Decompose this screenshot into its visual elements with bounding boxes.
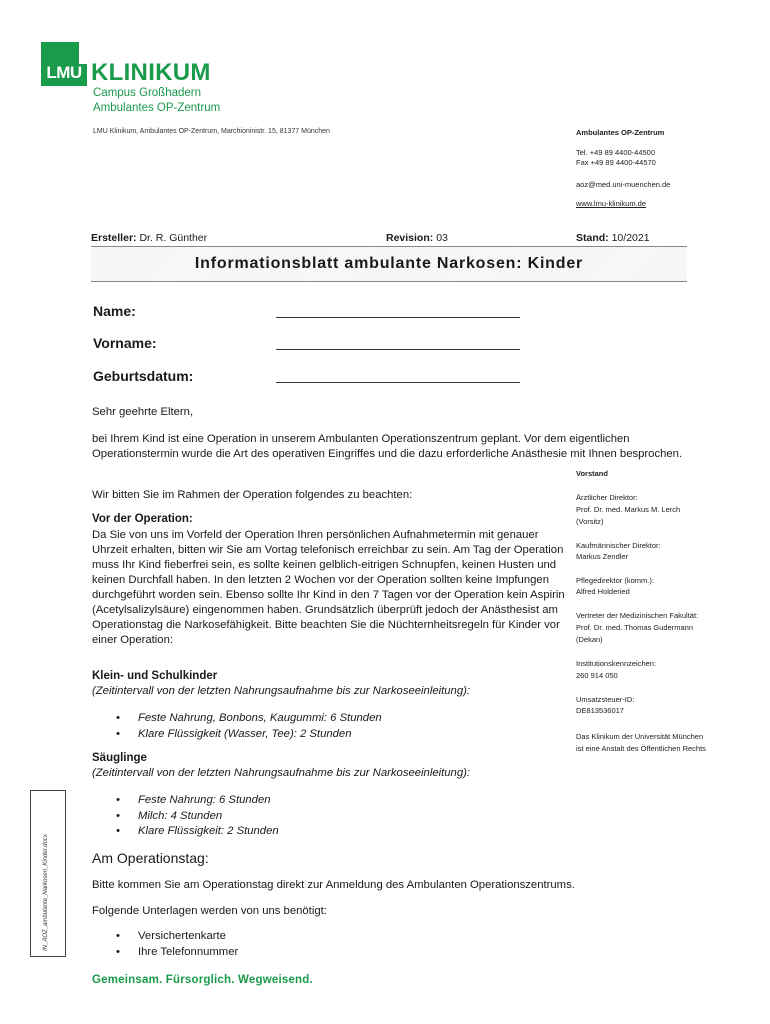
documents-text: Folgende Unterlagen werden von uns benötigt: bbox=[92, 905, 327, 917]
filename-tab bbox=[30, 790, 66, 957]
before-op-text: Da Sie von uns im Vorfeld der Operation Ihren persönlichen Aufnahmetermin mit genauer Uhrzeit erhalten, bitten wir Sie am Vortag telefonisch erreichbar zu sein. Am Tag der Operation muss Ihr Kind fieberfrei sein, es sollte keinen gelblich-eitrigen Schnupfen, keinen Husten und keinen Durchfall haben. In den letzten 2 Wochen vor der Operation sollten keine Impfungen durchgeführt worden sein. Ebenso sollte Ihr Kind in den 7 Tagen vor der Operation kein Aspirin (Acetylsalizylsäure) eingenommen haben. Grundsätzlich überprüft jedoch der Anästhesist am Operationstag die Narkosefähigkeit. Bitte beachten Sie die Nüchternheitsregeln für Kinder vor einer Operation: bbox=[92, 529, 565, 646]
revision-label: Revision: bbox=[386, 232, 434, 244]
contact-fax: Fax +49 89 4400-44570 bbox=[576, 158, 656, 167]
faculty-representative: Prof. Dr. med. Thomas Gudermann bbox=[576, 623, 693, 632]
date-value: 10/2021 bbox=[611, 232, 650, 244]
author-value: Dr. R. Günther bbox=[139, 232, 208, 244]
kids-heading: Klein- und Schulkinder bbox=[92, 670, 218, 682]
ik-label: Institutionskennzeichen: bbox=[576, 659, 657, 668]
nursing-director: Alfred Holderied bbox=[576, 587, 630, 596]
infants-list bbox=[116, 793, 279, 840]
contact-tel: Tel. +49 89 4400-44500 bbox=[576, 148, 656, 157]
commercial-director: Markus Zendler bbox=[576, 552, 629, 561]
footer-slogan: Gemeinsam. Fürsorglich. Wegweisend. bbox=[92, 974, 313, 986]
op-day-heading: Am Operationstag: bbox=[92, 850, 209, 866]
documents-list bbox=[116, 929, 238, 960]
infants-subheading: (Zeitintervall von der letzten Nahrungsaufnahme bis zur Narkoseeinleitung): bbox=[92, 767, 471, 779]
vat-label: Umsatzsteuer-ID: bbox=[576, 695, 635, 704]
list-item: • Ihre Telefonnummer bbox=[116, 945, 238, 961]
geburtsdatum-field[interactable] bbox=[276, 382, 520, 383]
medical-director: Prof. Dr. med. Markus M. Lerch bbox=[576, 505, 681, 514]
medical-director-note: (Vorsitz) bbox=[576, 517, 604, 526]
legal-note: Das Klinikum der Universität München ist eine Anstalt des Öffentlichen Rechts bbox=[576, 732, 706, 753]
list-item: • Milch: 4 Stunden bbox=[116, 809, 279, 825]
before-op-heading: Vor der Operation: bbox=[92, 513, 193, 525]
op-day-text: Bitte kommen Sie am Operationstag direkt zur Anmeldung des Ambulanten Operationszentrums. bbox=[92, 879, 575, 891]
campus-name: Campus Großhadern bbox=[93, 87, 202, 99]
department-name: Ambulantes OP-Zentrum bbox=[93, 102, 221, 114]
list-item: • Klare Flüssigkeit: 2 Stunden bbox=[116, 824, 279, 840]
commercial-director-label: Kaufmännischer Direktor: bbox=[576, 541, 661, 550]
ik-value: 260 914 050 bbox=[576, 671, 618, 680]
list-item: • Versichertenkarte bbox=[116, 929, 238, 945]
document-meta bbox=[91, 232, 687, 246]
request-text: Wir bitten Sie im Rahmen der Operation folgendes zu beachten: bbox=[92, 489, 413, 501]
date-label: Stand: bbox=[576, 232, 609, 244]
contact-email[interactable]: aoz@med.uni-muenchen.de bbox=[576, 180, 671, 189]
medical-director-label: Ärztlicher Direktor: bbox=[576, 493, 638, 502]
nursing-director-label: Pflegedirektor (komm.): bbox=[576, 576, 654, 585]
name-label: Name: bbox=[93, 303, 136, 319]
vorname-field[interactable] bbox=[276, 349, 520, 350]
faculty-label: Vertreter der Medizinischen Fakultät: bbox=[576, 611, 699, 620]
name-field[interactable] bbox=[276, 317, 520, 318]
logo-lmu-text: LMU bbox=[46, 63, 82, 82]
kids-list bbox=[116, 711, 382, 742]
filename-text: IN_AOZ_ambulante_Narkosen_Kinder.docx bbox=[43, 834, 49, 951]
sender-address: LMU Klinikum, Ambulantes OP-Zentrum, Marchioninistr. 15, 81377 München bbox=[93, 128, 330, 135]
list-item: • Klare Flüssigkeit (Wasser, Tee): 2 Stunden bbox=[116, 727, 382, 743]
vorname-label: Vorname: bbox=[93, 335, 157, 351]
contact-title: Ambulantes OP-Zentrum bbox=[576, 128, 665, 137]
infants-heading: Säuglinge bbox=[92, 752, 147, 764]
contact-web-link[interactable]: www.lmu-klinikum.de bbox=[576, 199, 647, 208]
vat-value: DE813536017 bbox=[576, 706, 624, 715]
intro-paragraph: bei Ihrem Kind ist eine Operation in unserem Ambulanten Operationszentrum geplant. Vor dem eigentlichen Operationstermin wurde die Art des operativen Eingriffes und die dazu erforderliche Anästhesie mit Ihnen besprochen. bbox=[92, 433, 683, 460]
board-title: Vorstand bbox=[576, 469, 608, 478]
document-title: Informationsblatt ambulante Narkosen: Kinder bbox=[91, 246, 687, 282]
revision-value: 03 bbox=[436, 232, 448, 244]
list-item: • Feste Nahrung, Bonbons, Kaugummi: 6 Stunden bbox=[116, 711, 382, 727]
list-item: • Feste Nahrung: 6 Stunden bbox=[116, 793, 279, 809]
geburtsdatum-label: Geburtsdatum: bbox=[93, 368, 194, 384]
salutation: Sehr geehrte Eltern, bbox=[92, 406, 194, 418]
logo-wordmark: KLINIKUM bbox=[91, 59, 211, 86]
kids-subheading: (Zeitintervall von der letzten Nahrungsaufnahme bis zur Narkoseeinleitung): bbox=[92, 685, 471, 697]
logo-mark bbox=[41, 42, 87, 86]
author-label: Ersteller: bbox=[91, 232, 137, 244]
faculty-note: (Dekan) bbox=[576, 635, 603, 644]
